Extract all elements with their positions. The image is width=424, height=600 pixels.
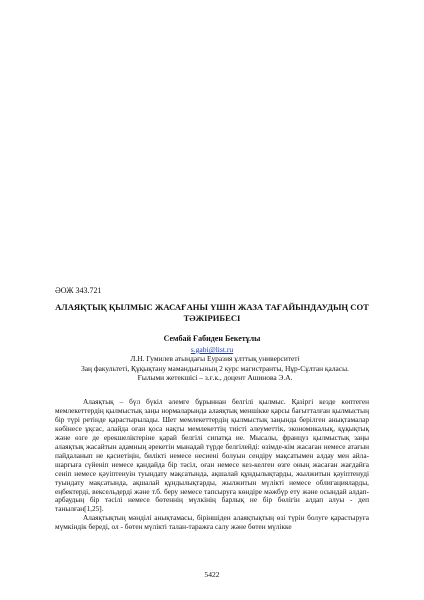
affiliation-university: Л.Н. Гумилев атындағы Еуразия ұлттық университеті <box>130 354 300 363</box>
paper-title: АЛАЯҚТЫҚ ҚЫЛМЫС ЖАСАҒАНЫ ҮШІН ЖАЗА ТАҒАЙЫНДАУДЫҢ СОТ ТӘЖІРИБЕСІ <box>55 302 369 323</box>
affiliation-supervisor: Ғылыми жетекшісі – з.ғ.к., доцент Ашинова Э.А. <box>137 373 293 383</box>
page-number: 5422 <box>204 570 220 579</box>
affiliation-faculty: Заң факультеті, Құқықтану мамандығының 2 курс магистранты, Нұр-Сұлтан қаласы. <box>81 363 349 373</box>
body-paragraph: Алаяқтық – бүл бүкіл әлемге бұрыннан белгілі қылмыс. Қазіргі кезде көптеген мемлекеттердің қылмыстық заңы нормаларында алаяқтық меншікке қарсы бағытталған қылмыстың бір түрі ретінде қарастырылады. Шет мемлекеттердің қылмыстық заңында берілген анықтамалар көбінесе ұқсас, алайда оған қоса нақты мемлекеттің тиісті әлеуметтік, экономикалық, құқықтық және өзге де ерекшеліктеріне қарай белгілі сипатқа ие. Мысалы, француз қылмыстық заңы алаяқтық жасайтын адамның әрекетін мынадай түрде белгілейді: өзімде-кім жасаған немесе атағын пайдаланып не қасиетіңін, билікті немесе несиені болуын сендіру мақсатымен алдау мен айла-шарғыға сүйеніп немесе қандайда бір тәсіл, оған немесе кез-келген өзге оның жасаған жағдайға сеніп немесе қәуіптенуін туындату мақсатында, ақшалай құндылықтарды, жылжитын қәуіптенуді туындату мақсатында, ақшалай құндылықтарды, жылжитын мүлікті немесе облигацияларды, еңбектерді, вексельдерді және т.б. беру немесе тапсыруға көндіре мәжбүр ету және осындай алдап-арбаудың бір тәсілі немесе бөтеннің мүлкінің барлық не бір бөлігін алдап алуы - деп танылған[1,25]. <box>55 397 369 514</box>
author-email-link[interactable]: s.gabi@list.ru <box>190 345 234 354</box>
author-name: Сембай Ғабиден Бекетұлы <box>163 334 261 343</box>
affiliation-block <box>60 354 370 383</box>
udc-code: ӘОЖ 343.721 <box>55 286 102 295</box>
body-text <box>55 398 369 532</box>
body-paragraph: Алаяқтықтың мәнділі анықтамасы, біріншіден алаяқтықтың өзі түрін болуге қарастыруға мүмкіндік береді, ол - бөтен мүлікті талан-таражға салу және бөтен мүлікке <box>55 513 369 532</box>
